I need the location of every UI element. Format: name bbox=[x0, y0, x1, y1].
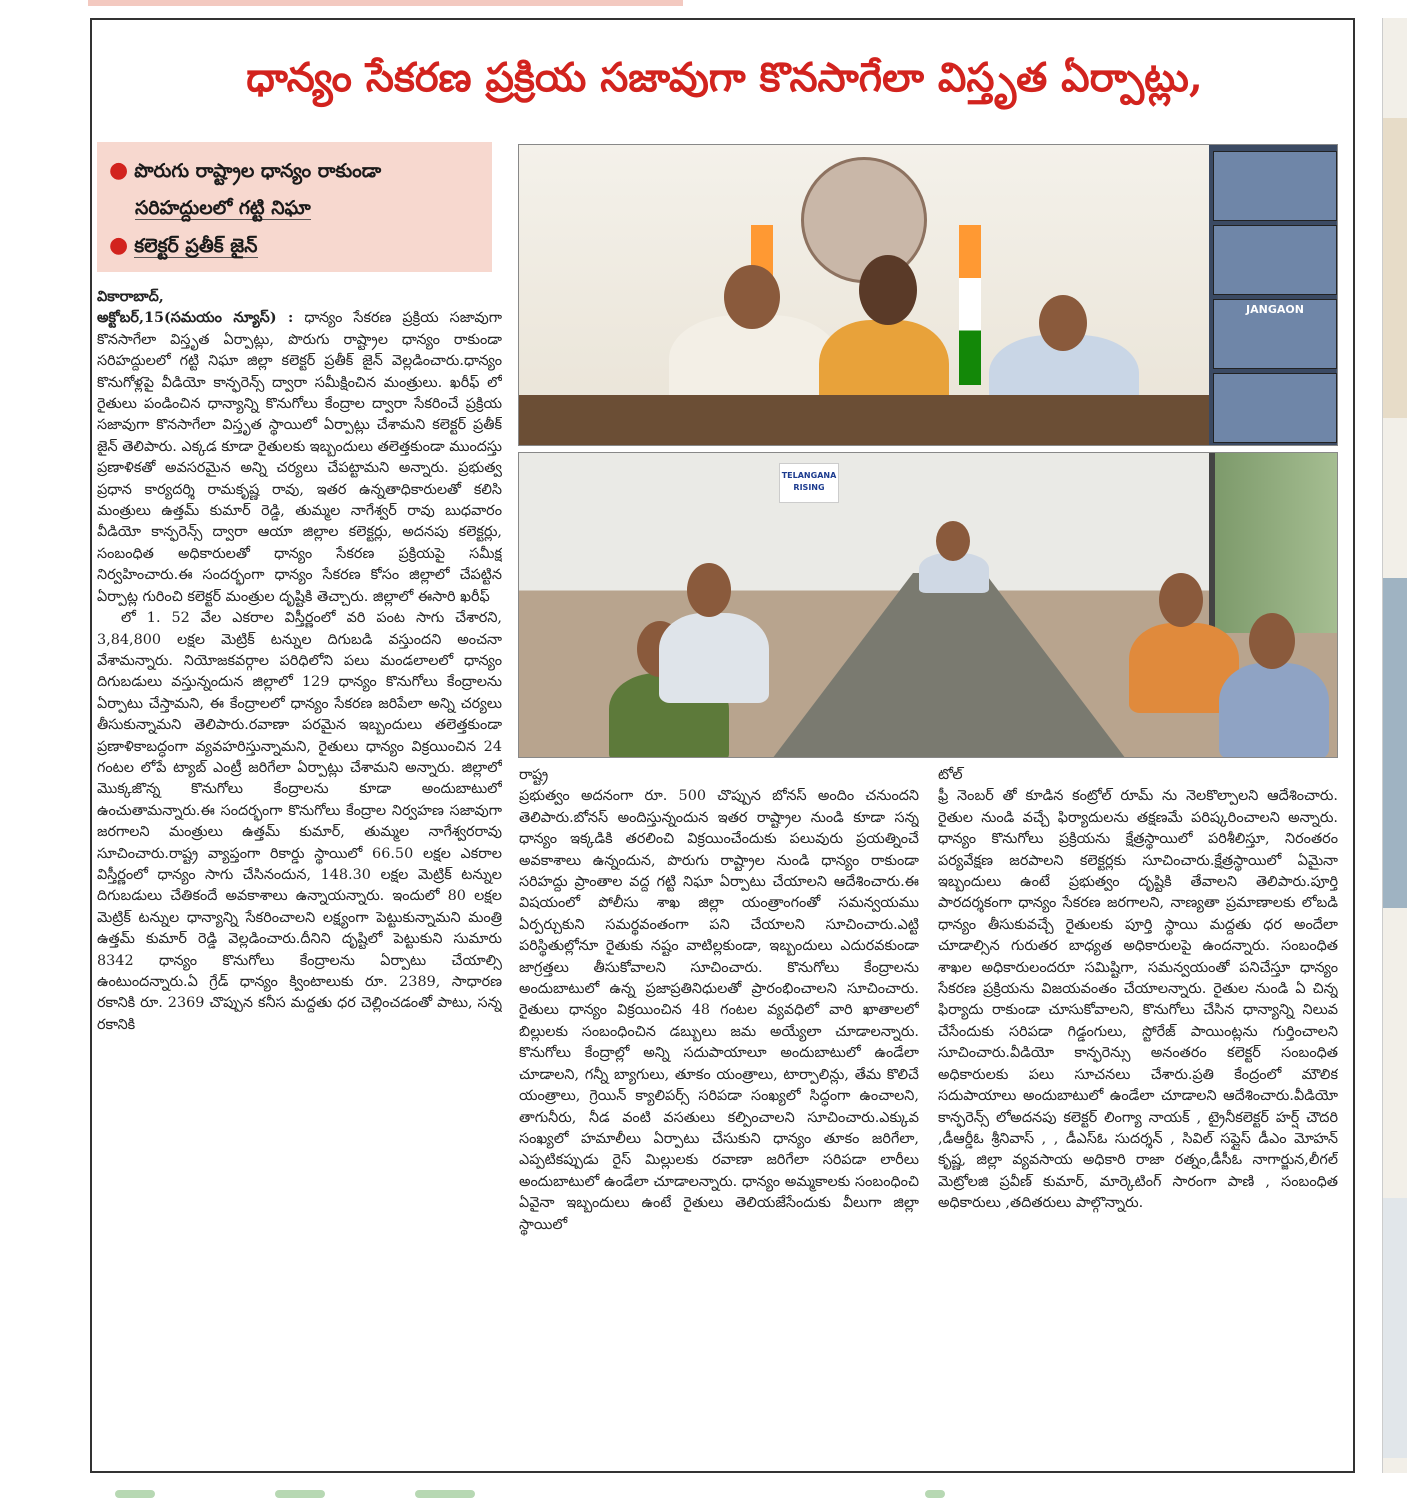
paragraph: ఫ్రీ నెంబర్ తో కూడిన కంట్రోల్ రూమ్ ను నెలకొల్పాలని ఆదేశించారు. రైతుల నుండి వచ్చే ఫిర్యాదులను తక్షణమే పరిష్కరించాలని అన్నారు. ధాన్యం కొనుగోలు ప్రక్రియను క్షేత్రస్థాయిలో పరిశీలిస్తూ, నిరంతరం పర్యవేక్షణ జరపాలని కలెక్టర్లకు సూచించారు.క్షేత్రస్థాయిలో ఏమైనా ఇబ్బందులు ఉంటే ప్రభుత్వం దృష్టికి తేవాలని తెలిపారు.పూర్తి పారదర్శకంగా ధాన్యం సేకరణ జరగాలని, నాణ్యతా ప్రమాణాలకు లోబడి ధాన్యం తీసుకువచ్చే రైతులకు పూర్తి స్థాయి మద్దతు ధర అందేలా చూడాల్సిన గురుతర బాధ్యత అధికారులపై ఉందన్నారు. సంబంధిత శాఖల అధికారులందరూ సమిష్టిగా, సమన్వయంతో పనిచేస్తూ ధాన్యం సేకరణ ప్రక్రియను విజయవంతం చేయాలన్నారు. రైతుల నుండి ఏ చిన్న ఫిర్యాదు రాకుండా చూసుకోవాలని, కొనుగోలు చేసిన ధాన్యాన్ని నిలువ చేసేందుకు సరిపడా గిడ్డంగులు, స్టోరేజ్ పాయింట్లను గుర్తించాలని సూచించారు.వీడియో కాన్ఫరెన్సు అనంతరం కలెక్టర్ సంబంధిత అధికారులకు పలు సూచనలు చేశారు.ప్రతి కేంద్రంలో మౌలిక సదుపాయాలు అందుబాటులో ఉండేలా చూడాలని ఆదేశించారు.వీడియో కాన్ఫరెన్స్ లోఅదనపు కలెక్టర్ లింగ్యా నాయక్ , ట్రైనీకలెక్టర్ హర్ష్ చౌదరి ,డీఆర్డీఓ శ్రీనివాస్ , , డీఎస్ఓ సుదర్శన్ , సివిల్ సప్లైస్ డీఎం మోహన్ కృష్ణ, జిల్లా వ్యవసాయ అధికారి రాజా రత్నం,డీసీఓ నాగార్జున,లీగల్ మెట్రోలజి ప్రవీణ్ కుమార్, మార్కెటింగ్ సారంగా పాణి , సంబంధిత అధికారులు ,తదితరులు పాల్గొన్నారు. bbox=[938, 788, 1338, 1212]
paragraph: ప్రభుత్వం అదనంగా రూ. 500 చొప్పున బోనస్ అందిం చనుందని తెలిపారు.బోనస్ అందిస్తున్నందున ఇతర రాష్ట్రాల నుండి కూడా సన్న ధాన్యం ఇక్కడికి తరలించి విక్రయించేందుకు పలువురు ప్రయత్నించే అవకాశాలు ఉన్నందున, పొరుగు రాష్ట్రాల నుండి ధాన్యం రాకుండా సరిహద్దు ప్రాంతాల వద్ద గట్టి నిఘా ఏర్పాటు చేయాలని ఆదేశించారు.ఈ విషయంలో పోలీసు శాఖ జిల్లా యంత్రాంగంతో సమన్వయము ఏర్పర్చుకుని సమర్థవంతంగా పని చేయాలని సూచించారు.ఎట్టి పరిస్థితుల్లోనూ రైతుకు నష్టం వాటిల్లకుండా, ఇబ్బందులు ఎదురవకుండా జాగ్రత్తలు తీసుకోవాలని సూచించారు. కొనుగోలు కేంద్రాలను అందుబాటులో ఉన్న ప్రజాప్రతినిధులతో ప్రారంభించాలని సూచించారు. రైతులు ధాన్యం విక్రయించిన 48 గంటల వ్యవధిలో వారి ఖాతాలలో బిల్లులకు సంబంధించిన డబ్బులు జమ అయ్యేలా చూడాలన్నారు. కొనుగోలు కేంద్రాల్లో అన్ని సదుపాయాలూ అందుబాటులో ఉండేలా చూడాలని, గన్నీ బ్యాగులు, తూకం యంత్రాలు, టార్పాలిన్లు, తేమ కొలిచే యంత్రాలు, గ్రెయిన్ క్యాలిపర్స్ సరిపడా సంఖ్యలో సిద్ధంగా ఉంచాలని, తాగునీరు, నీడ వంటి వసతులు కల్పించాలని సూచించారు.ఎక్కువ సంఖ్యలో హమాలీలు ఏర్పాటు చేసుకుని ధాన్యం తూకం జరిగేలా, ఎప్పటికప్పుడు రైస్ మిల్లులకు రవాణా జరిగేలా సరిపడా లారీలు అందుబాటులో ఉండేలా చూడాలన్నారు. ధాన్యం అమ్మకాలకు సంబంధించి ఏవైనా ఇబ్బందులు ఉంటే రైతులు తెలియజేసేందుకు వీలుగా జిల్లా స్థాయిలో bbox=[519, 788, 919, 1233]
ornament-dot bbox=[415, 1490, 475, 1498]
person-head bbox=[724, 265, 780, 329]
telangana-rising-logo: TELANGANA RISING bbox=[779, 463, 839, 503]
top-strip bbox=[88, 0, 683, 6]
paragraph-text: ధాన్యం సేకరణ ప్రక్రియ సజావుగా కొనసాగేలా విస్తృత ఏర్పాట్లు, పొరుగు రాష్ట్రాల ధాన్యం రాకుండా సరిహద్దులలో గట్టి నిఘా జిల్లా కలెక్టర్ ప్రతీక్ జైన్ వెల్లడించారు.ధాన్యం కొనుగోళ్లపై వీడియో కాన్ఫరెన్స్ ద్వారా సమీక్షించిన మంత్రులు. ఖరీఫ్ లో రైతులు పండించిన ధాన్యాన్ని కొనుగోలు కేంద్రాల ద్వారా సేకరించే ప్రక్రియ సజావుగా కొనసాగేలా విస్తృత స్థాయిలో ఏర్పాట్లు చేశామని కలెక్టర్ ప్రతీక్ జైన్ తెలిపారు. ఎక్కడ కూడా రైతులకు ఇబ్బందులు తలెత్తకుండా ముందస్తు ప్రణాళికతో అవసరమైన అన్ని చర్యలు చేపట్టామని అన్నారు. ప్రభుత్వ ప్రధాన కార్యదర్శి రామకృష్ణ రావు, ఇతర ఉన్నతాధికారులతో కలిసి మంత్రులు ఉత్తమ్ కుమార్ రెడ్డి, తుమ్మల నాగేశ్వర్ రావు బుధవారం వీడియో కాన్ఫరెన్స్ ద్వారా ఆయా జిల్లాల కలెక్టర్లు, అదనపు కలెక్టర్లు, సంబంధిత అధికారులతో ధాన్యం సేకరణ ప్రక్రియపై సమీక్ష నిర్వహించారు.ఈ సందర్భంగా ధాన్యం సేకరణ కోసం జిల్లాలో చేపట్టిన ఏర్పాట్ల గురించి కలెక్టర్ మంత్రుల దృష్టికి తెచ్చారు. జిల్లాలో ఈసారి ఖరీఫ్ bbox=[97, 310, 502, 605]
ornament-dot bbox=[925, 1490, 945, 1498]
adjacent-page-photo bbox=[1383, 1198, 1407, 1458]
person-head bbox=[1039, 295, 1087, 351]
ornament-dot bbox=[115, 1490, 155, 1498]
news-article bbox=[90, 18, 1355, 1473]
adjacent-page-photo bbox=[1383, 118, 1407, 418]
highlight-item bbox=[109, 152, 480, 190]
continuation-word: టోల్ bbox=[938, 767, 963, 783]
window bbox=[1209, 453, 1338, 633]
video-tile bbox=[1213, 151, 1337, 221]
person-head bbox=[1159, 573, 1203, 627]
highlights-box bbox=[97, 142, 492, 272]
highlight-item-continued bbox=[109, 190, 480, 227]
highlight-text: సరిహద్దులలో గట్టి నిఘా bbox=[135, 197, 311, 219]
bullet-icon: ● bbox=[109, 232, 129, 258]
paragraph: లో 1. 52 వేల ఎకరాల విస్తీర్ణంలో వరి పంట సాగు చేశారని, 3,84,800 లక్షల మెట్రిక్ టన్నుల దిగుబడి వస్తుందని అంచనా వేశామన్నారు. నియోజకవర్గాల పరిధిలోని పలు మండలాలలో ధాన్యం దిగుబడులు వస్తున్నందున జిల్లాలో 129 ధాన్యం కొనుగోలు కేంద్రాలను ఏర్పాటు చేస్తామని, ఈ కేంద్రాలలో ధాన్యం సేకరణ జరిపేలా అన్ని చర్యలు తీసుకున్నామని తెలిపారు.రవాణా పరమైన ఇబ్బందులు తలెత్తకుండా ప్రణాళికాబద్ధంగా వ్యవహరిస్తున్నామని, రైతులు ధాన్యం విక్రయించిన 24 గంటల లోపే ట్యాబ్ ఎంట్రీ జరిగేలా ఏర్పాట్లు చేశామని అన్నారు. జిల్లాలో మొక్కజొన్న కొనుగోలు కేంద్రాలను కూడా అందుబాటులో ఉంచుతామన్నారు.ఈ సందర్భంగా కొనుగోలు కేంద్రాల నిర్వహణ సజావుగా జరగాలని మంత్రులు ఉత్తమ్ కుమార్, తుమ్మల నాగేశ్వరరావు సూచించారు.రాష్ట్ర వ్యాప్తంగా రికార్డు స్థాయిలో 66.50 లక్షల ఎకరాల విస్తీర్ణంలో ధాన్యం సాగు చేసినందున, 148.30 లక్షల మెట్రిక్ టన్నుల దిగుబడులు చేతికందే అవకాశాలు ఉన్నాయన్నారు. ఇందులో 80 లక్షల మెట్రిక్ టన్నుల ధాన్యాన్ని సేకరించాలని లక్ష్యంగా పెట్టుకున్నామని మంత్రి ఉత్తమ్ కుమార్ రెడ్డి వెల్లడించారు.దీనిని దృష్టిలో పెట్టుకుని సుమారు 8342 ధాన్యం కొనుగోలు కేంద్రాలను ఏర్పాటు చేయాల్సి ఉంటుందన్నారు.ఏ గ్రేడ్ ధాన్యం క్వింటాలుకు రూ. 2389, సాధారణ రకానికి రూ. 2369 చొప్పున కనీస మద్దతు ధర చెల్లించడంతో పాటు, సన్న రకానికి bbox=[97, 610, 502, 1033]
bullet-icon: ● bbox=[109, 157, 129, 183]
person bbox=[659, 613, 769, 703]
continuation-word: రాష్ట్ర bbox=[519, 767, 549, 783]
person-head bbox=[859, 255, 917, 325]
adjacent-page-photo bbox=[1383, 578, 1407, 908]
meeting-room-photo bbox=[518, 452, 1338, 758]
person-head bbox=[936, 521, 970, 561]
video-conference-photo bbox=[518, 144, 1338, 446]
paragraph bbox=[97, 307, 502, 608]
dateline-date: అక్టోబర్,15(సమయం న్యూస్) : bbox=[97, 309, 294, 327]
highlight-text: కలెక్టర్ ప్రతీక్ జైన్ bbox=[134, 235, 258, 257]
video-screen-grid bbox=[1209, 145, 1338, 446]
video-tile bbox=[1213, 225, 1337, 295]
flag-icon bbox=[959, 225, 981, 385]
video-tile bbox=[1213, 373, 1337, 443]
person-head bbox=[1249, 613, 1295, 669]
bottom-ornament bbox=[95, 1490, 995, 1500]
article-column-2 bbox=[519, 765, 919, 1465]
person bbox=[1219, 663, 1329, 758]
video-tile-label: JANGAON bbox=[1213, 299, 1337, 369]
dateline-place: వికారాబాద్, bbox=[97, 288, 164, 305]
headline: ధాన్యం సేకరణ ప్రక్రియ సజావుగా కొనసాగేలా విస్తృత ఏర్పాట్లు, bbox=[246, 54, 1203, 101]
highlight-item bbox=[109, 227, 480, 265]
adjacent-page-edge bbox=[1382, 18, 1407, 1473]
article-column-3 bbox=[938, 765, 1338, 1465]
highlight-text: పొరుగు రాష్ట్రాల ధాన్యం రాకుండా bbox=[134, 160, 382, 182]
ornament-dot bbox=[275, 1490, 325, 1498]
desk bbox=[519, 395, 1209, 446]
article-column-1 bbox=[97, 286, 502, 1466]
person-head bbox=[687, 563, 731, 617]
